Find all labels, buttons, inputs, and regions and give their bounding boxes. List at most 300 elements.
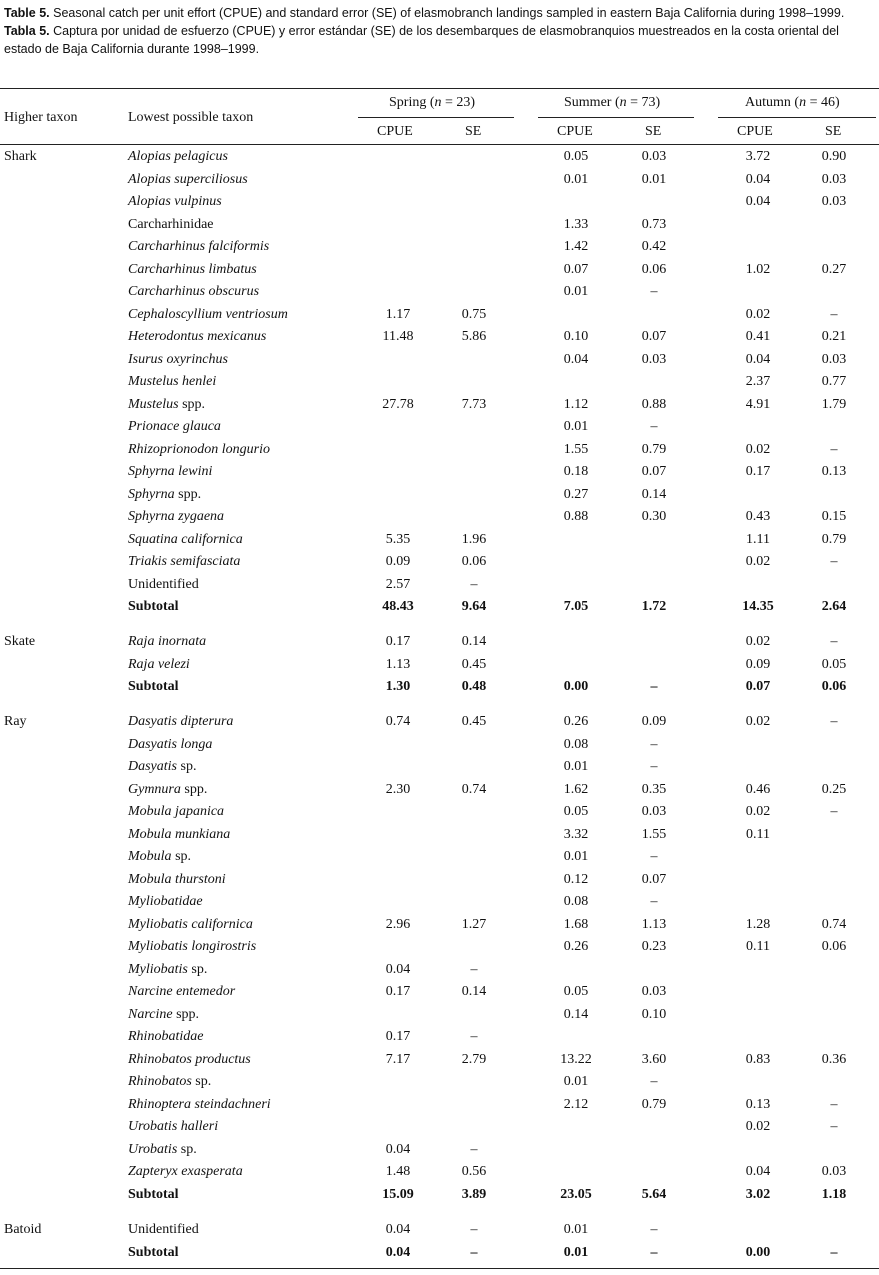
subtotal-row [0, 676, 879, 699]
spring-cpue-cell: 7.17 [385, 1051, 411, 1067]
taxon-name: Mustelus [128, 396, 179, 412]
spring-cpue-cell: 0.74 [385, 714, 411, 730]
summer-cpue-cell: 0.05 [563, 149, 589, 164]
autumn-se-cell: – [830, 554, 838, 569]
summer-cpue-cell: 0.08 [563, 894, 589, 910]
spring-cpue-cell: 5.35 [385, 531, 411, 547]
caption-spanish [4, 22, 874, 58]
taxon-name: Raja inornata [128, 634, 207, 650]
taxon-name: Prionace glauca [128, 419, 221, 434]
spring-se-cell: 0.45 [461, 656, 487, 672]
taxon-cell [128, 1049, 251, 1072]
spring-cpue-cell: 0.17 [385, 634, 411, 650]
summer-cpue-cell: 0.04 [563, 351, 589, 367]
spring-cpue-cell: 0.17 [385, 1029, 411, 1045]
summer-se-cell: – [650, 679, 658, 695]
taxon-name: Sphyrna zygaena [128, 509, 225, 524]
header-spring-n: n [434, 95, 442, 110]
autumn-se-cell: 0.15 [821, 509, 847, 524]
taxon-cell [128, 846, 191, 869]
taxon-cell [128, 1094, 271, 1117]
table-row [0, 846, 879, 869]
taxon-cell [128, 801, 224, 824]
autumn-se-cell: 0.27 [821, 261, 847, 277]
caption-spanish-label: Tabla 5. [4, 24, 50, 38]
table-row [0, 281, 879, 304]
autumn-se-cell: 0.06 [821, 679, 847, 695]
spring-cpue-cell: 1.30 [385, 679, 411, 695]
summer-se-cell: 0.88 [641, 396, 667, 412]
taxon-suffix: sp. [177, 759, 197, 775]
taxon-suffix: sp. [191, 1074, 212, 1090]
caption-spanish-text: Captura por unidad de esfuerzo (CPUE) y error estándar (SE) de los desembarques de elasmobranquios muestreados en la costa oriental del estado de Baja California durante 1998–1999. [4, 24, 839, 56]
table-row [0, 1026, 879, 1049]
summer-cpue-cell: 0.26 [563, 714, 589, 730]
table-row [0, 779, 879, 802]
table-row [0, 169, 879, 192]
taxon-cell [128, 1161, 243, 1184]
autumn-se-cell: – [830, 1096, 838, 1112]
autumn-se-cell: 2.64 [821, 599, 847, 614]
summer-se-cell: – [650, 284, 658, 299]
autumn-cpue-cell: 0.00 [745, 1244, 771, 1260]
taxon-name: Subtotal [128, 1186, 179, 1202]
taxon-name: Cephaloscyllium ventriosum [128, 306, 288, 322]
header-autumn-post: = 46) [806, 95, 840, 110]
taxon-name: Isurus oxyrinchus [128, 351, 228, 367]
taxon-cell [128, 654, 190, 677]
taxon-cell [128, 304, 288, 327]
autumn-cpue-cell: 0.41 [745, 329, 771, 344]
table-row [0, 1004, 879, 1027]
autumn-se-cell: 1.18 [821, 1186, 847, 1202]
table-row [0, 891, 879, 914]
summer-se-cell: 0.09 [641, 714, 667, 730]
spring-se-cell: 5.86 [461, 329, 487, 344]
spring-se-cell: 1.96 [461, 531, 487, 547]
taxon-name: Unidentified [128, 576, 199, 592]
summer-cpue-cell: 0.18 [563, 464, 589, 479]
summer-cpue-cell: 0.10 [563, 329, 589, 344]
summer-se-cell: 3.60 [641, 1051, 667, 1067]
summer-cpue-cell: 0.05 [563, 804, 589, 820]
taxon-cell [128, 439, 270, 462]
spring-se-cell: 0.14 [461, 634, 487, 650]
subtotal-row [0, 596, 879, 619]
table-row [0, 869, 879, 892]
taxon-name: Rhinobatos productus [128, 1051, 251, 1067]
summer-cpue-cell: 0.01 [563, 849, 589, 865]
autumn-cpue-cell: 4.91 [745, 396, 771, 412]
autumn-se-cell: – [830, 306, 838, 322]
autumn-se-cell: – [830, 441, 838, 457]
taxon-name: Urobatis [128, 1141, 178, 1157]
caption-english [4, 4, 874, 22]
summer-se-cell: 0.14 [641, 486, 667, 502]
table-row [0, 416, 879, 439]
taxon-cell [128, 1004, 199, 1027]
caption-english-text: Seasonal catch per unit effort (CPUE) and standard error (SE) of elasmobranch landings sampled in eastern Baja California during 1998–1999. [53, 6, 845, 20]
taxon-name: Rhinobatos [128, 1074, 192, 1090]
spring-se-cell: 0.06 [461, 554, 487, 569]
taxon-cell [128, 146, 228, 169]
taxon-cell [128, 259, 257, 282]
taxon-cell [128, 1139, 197, 1162]
summer-cpue-cell: 1.62 [563, 781, 589, 797]
autumn-se-cell: 0.79 [821, 531, 847, 547]
table-row [0, 484, 879, 507]
table-row [0, 631, 879, 654]
autumn-cpue-cell: 0.13 [745, 1096, 771, 1112]
autumn-cpue-cell: 1.28 [745, 916, 771, 932]
header-spring-cpue: CPUE [377, 124, 413, 139]
taxon-name: Narcine [128, 1006, 173, 1022]
taxon-cell [128, 936, 256, 959]
summer-cpue-cell: 3.32 [563, 826, 589, 842]
taxon-name: Myliobatis longirostris [128, 939, 257, 955]
autumn-cpue-cell: 3.02 [745, 1186, 771, 1202]
taxon-name: Carcharhinidae [128, 216, 214, 232]
higher-taxon-cell: Skate [4, 634, 36, 650]
summer-cpue-cell: 0.01 [563, 759, 589, 775]
spring-cpue-cell: 0.04 [385, 1244, 411, 1260]
autumn-cpue-cell: 0.02 [745, 554, 771, 569]
taxon-name: Mobula [128, 849, 172, 865]
summer-cpue-cell: 0.07 [563, 261, 589, 277]
table-row [0, 506, 879, 529]
header-higher-taxon: Higher taxon [4, 110, 78, 125]
autumn-se-cell: 0.77 [821, 374, 847, 389]
table-row [0, 529, 879, 552]
taxon-cell [128, 236, 269, 259]
taxon-cell [128, 281, 259, 304]
taxon-cell [128, 529, 243, 552]
table-row [0, 439, 879, 462]
spring-cpue-cell: 0.04 [385, 961, 411, 977]
summer-cpue-cell: 1.33 [563, 216, 589, 232]
taxon-name: Gymnura [128, 781, 181, 797]
taxon-name: Sphyrna [128, 486, 175, 502]
taxon-cell [128, 214, 214, 237]
spring-se-cell: – [470, 1222, 478, 1238]
taxon-cell [128, 371, 216, 394]
spring-cpue-cell: 1.17 [385, 306, 411, 322]
table-row [0, 824, 879, 847]
spring-se-cell: 0.45 [461, 714, 487, 730]
header-summer-cpue: CPUE [557, 124, 593, 139]
header-spring-se: SE [465, 124, 482, 139]
summer-se-cell: 0.23 [641, 939, 667, 955]
autumn-se-cell: – [830, 804, 838, 820]
spring-cpue-cell: 2.57 [385, 576, 411, 592]
autumn-cpue-cell: 3.72 [745, 149, 771, 164]
autumn-cpue-cell: 0.09 [745, 656, 771, 672]
spring-se-cell: 0.75 [461, 306, 487, 322]
taxon-cell [128, 711, 233, 734]
spring-cpue-cell: 11.48 [382, 329, 414, 344]
taxon-name: Carcharhinus limbatus [128, 261, 257, 277]
taxon-cell [128, 574, 199, 597]
autumn-se-cell: 0.03 [821, 351, 847, 367]
subtotal-row [0, 1242, 879, 1265]
taxon-cell [128, 959, 207, 982]
summer-cpue-cell: 0.00 [563, 679, 589, 695]
summer-se-cell: 0.06 [641, 261, 667, 277]
summer-se-cell: 0.07 [641, 871, 667, 887]
table-row [0, 1071, 879, 1094]
spring-cpue-cell: 1.48 [385, 1164, 411, 1180]
spring-se-cell: 1.27 [461, 916, 487, 932]
summer-cpue-cell: 0.26 [563, 939, 589, 955]
taxon-name: Rhinoptera steindachneri [128, 1096, 271, 1112]
table-row [0, 394, 879, 417]
taxon-cell [128, 349, 228, 372]
autumn-cpue-cell: 0.02 [745, 441, 771, 457]
taxon-name: Urobatis halleri [128, 1119, 219, 1135]
autumn-cpue-cell: 0.02 [745, 306, 771, 322]
autumn-cpue-cell: 0.17 [745, 464, 771, 479]
table-row [0, 146, 879, 169]
taxon-cell [128, 169, 248, 192]
taxon-cell [128, 1219, 199, 1242]
taxon-name: Subtotal [128, 679, 179, 695]
taxon-suffix: sp. [187, 961, 208, 977]
header-summer-n: n [619, 95, 627, 110]
taxon-name: Rhizoprionodon longurio [128, 441, 270, 457]
taxon-suffix: spp. [174, 486, 202, 502]
autumn-se-cell: 0.36 [821, 1051, 847, 1067]
taxon-cell [128, 506, 224, 529]
header-bottom-rule [0, 144, 879, 145]
autumn-cpue-cell: 0.02 [745, 804, 771, 820]
table-caption [4, 4, 874, 58]
spring-cpue-cell: 2.30 [385, 781, 411, 797]
summer-cpue-cell: 0.01 [563, 1244, 589, 1260]
summer-se-cell: 0.35 [641, 781, 667, 797]
summer-se-cell: – [650, 736, 658, 752]
taxon-suffix: spp. [180, 781, 208, 797]
spring-cpue-cell: 0.17 [385, 984, 411, 1000]
autumn-cpue-cell: 0.43 [745, 509, 771, 524]
autumn-cpue-cell: 0.02 [745, 634, 771, 650]
taxon-name: Alopias vulpinus [128, 194, 222, 209]
summer-se-cell: 0.03 [641, 984, 667, 1000]
taxon-cell [128, 484, 201, 507]
taxon-cell [128, 1116, 218, 1139]
autumn-se-cell: – [830, 714, 838, 730]
summer-cpue-cell: 13.22 [560, 1051, 592, 1067]
taxon-name: Carcharhinus falciformis [128, 239, 270, 254]
taxon-name: Unidentified [128, 1222, 199, 1238]
taxon-name: Myliobatis [128, 961, 188, 977]
spring-cpue-cell: 0.09 [385, 554, 411, 569]
higher-taxon-cell: Ray [4, 714, 27, 730]
autumn-se-cell: 0.03 [821, 1164, 847, 1180]
taxon-name: Narcine entemedor [128, 984, 236, 1000]
header-summer-post: = 73) [626, 95, 661, 110]
summer-se-cell: 0.30 [641, 509, 667, 524]
header-summer [564, 95, 660, 111]
summer-cpue-cell: 0.05 [563, 984, 589, 1000]
table-row [0, 1219, 879, 1242]
summer-cpue-cell: 0.01 [563, 1222, 589, 1238]
taxon-cell [128, 1071, 211, 1094]
taxon-cell [128, 1242, 179, 1265]
summer-cpue-cell: 7.05 [563, 599, 589, 614]
autumn-se-cell: 0.06 [821, 939, 847, 955]
taxon-name: Subtotal [128, 1244, 179, 1260]
autumn-cpue-cell: 0.11 [746, 939, 770, 955]
table-row [0, 1049, 879, 1072]
autumn-se-cell: – [830, 1244, 838, 1260]
taxon-name: Myliobatidae [128, 894, 203, 910]
spring-se-cell: 7.73 [461, 396, 487, 412]
summer-se-cell: 0.01 [641, 171, 667, 187]
summer-cpue-cell: 23.05 [560, 1186, 592, 1202]
taxon-cell [128, 914, 253, 937]
summer-cpue-cell: 0.88 [563, 509, 589, 524]
spring-cpue-cell: 48.43 [382, 599, 414, 614]
higher-taxon-cell: Shark [4, 149, 37, 164]
header-spring [389, 95, 475, 111]
summer-group-rule [538, 117, 694, 118]
summer-se-cell: – [650, 419, 658, 434]
spring-cpue-cell: 1.13 [385, 656, 411, 672]
spring-se-cell: 0.48 [461, 679, 487, 695]
spring-se-cell: – [470, 576, 478, 592]
autumn-group-rule [718, 117, 876, 118]
taxon-name: Dasyatis longa [128, 736, 213, 752]
taxon-cell [128, 891, 203, 914]
spring-group-rule [358, 117, 514, 118]
header-autumn-n: n [799, 95, 807, 110]
autumn-cpue-cell: 2.37 [745, 374, 771, 389]
summer-cpue-cell: 0.14 [563, 1006, 589, 1022]
taxon-name: Mobula japanica [128, 804, 225, 820]
autumn-cpue-cell: 0.46 [745, 781, 771, 797]
autumn-cpue-cell: 0.02 [745, 1119, 771, 1135]
table-row [0, 1116, 879, 1139]
taxon-name: Alopias superciliosus [128, 171, 248, 187]
spring-se-cell: – [470, 1141, 478, 1157]
taxon-cell [128, 631, 206, 654]
header-lowest-taxon: Lowest possible taxon [128, 110, 254, 125]
taxon-name: Triakis semifasciata [128, 554, 241, 569]
spring-se-cell: 3.89 [461, 1186, 487, 1202]
header-autumn [745, 95, 840, 111]
table-row [0, 711, 879, 734]
taxon-cell [128, 461, 212, 484]
table-bottom-rule [0, 1268, 879, 1269]
autumn-cpue-cell: 0.04 [745, 1164, 771, 1180]
taxon-name: Zapteryx exasperata [128, 1164, 243, 1180]
autumn-cpue-cell: 0.04 [745, 351, 771, 367]
autumn-se-cell: 0.74 [821, 916, 847, 932]
summer-se-cell: 1.55 [641, 826, 667, 842]
summer-se-cell: 5.64 [641, 1186, 667, 1202]
taxon-cell [128, 756, 196, 779]
spring-cpue-cell: 0.04 [385, 1141, 411, 1157]
taxon-cell [128, 1026, 203, 1049]
table-row [0, 574, 879, 597]
table-row [0, 371, 879, 394]
spring-se-cell: 2.79 [461, 1051, 487, 1067]
table-row [0, 756, 879, 779]
summer-se-cell: 1.72 [641, 599, 667, 614]
autumn-se-cell: 0.21 [821, 329, 847, 344]
summer-se-cell: 0.03 [641, 149, 667, 164]
taxon-cell [128, 824, 230, 847]
taxon-cell [128, 416, 221, 439]
taxon-name: Rhinobatidae [128, 1029, 204, 1045]
autumn-cpue-cell: 0.02 [745, 714, 771, 730]
autumn-se-cell: 0.90 [821, 149, 847, 164]
table-row [0, 914, 879, 937]
taxon-cell [128, 676, 179, 699]
table-row [0, 1139, 879, 1162]
taxon-suffix: sp. [171, 849, 192, 865]
header-autumn-cpue: CPUE [737, 124, 773, 139]
table-row [0, 259, 879, 282]
summer-se-cell: 0.03 [641, 351, 667, 367]
taxon-cell [128, 981, 235, 1004]
spring-se-cell: – [470, 1029, 478, 1045]
summer-cpue-cell: 1.55 [563, 441, 589, 457]
table-top-rule [0, 88, 879, 89]
summer-se-cell: 0.03 [641, 804, 667, 820]
higher-taxon-cell: Batoid [4, 1222, 42, 1238]
table-row [0, 236, 879, 259]
taxon-name: Sphyrna lewini [128, 464, 213, 479]
autumn-se-cell: 1.79 [821, 396, 847, 412]
taxon-name: Dasyatis dipterura [128, 714, 234, 730]
summer-se-cell: 0.07 [641, 329, 667, 344]
autumn-se-cell: 0.03 [821, 194, 847, 209]
spring-se-cell: – [470, 961, 478, 977]
autumn-cpue-cell: 1.02 [745, 261, 771, 277]
subtotal-row [0, 1184, 879, 1207]
header-autumn-pre: Autumn ( [745, 95, 800, 110]
header-summer-se: SE [645, 124, 662, 139]
taxon-cell [128, 394, 205, 417]
spring-se-cell: 0.56 [461, 1164, 487, 1180]
taxon-cell [128, 869, 226, 892]
header-autumn-se: SE [825, 124, 842, 139]
table-row [0, 326, 879, 349]
spring-se-cell: 0.14 [461, 984, 487, 1000]
table-row [0, 191, 879, 214]
summer-se-cell: 0.79 [641, 441, 667, 457]
autumn-se-cell: 0.25 [821, 781, 847, 797]
header-spring-pre: Spring ( [389, 95, 435, 110]
table-row [0, 551, 879, 574]
taxon-name: Myliobatis californica [128, 916, 253, 932]
spring-cpue-cell: 2.96 [385, 916, 411, 932]
spring-cpue-cell: 0.04 [385, 1222, 411, 1238]
taxon-name: Carcharhinus obscurus [128, 284, 260, 299]
table-row [0, 1094, 879, 1117]
taxon-name: Mustelus henlei [128, 374, 217, 389]
autumn-se-cell: 0.13 [821, 464, 847, 479]
header-spring-post: = 23) [441, 95, 476, 110]
autumn-cpue-cell: 14.35 [742, 599, 774, 614]
autumn-se-cell: – [830, 1119, 838, 1135]
table-body [0, 146, 879, 1264]
summer-cpue-cell: 0.01 [563, 284, 589, 299]
summer-se-cell: 0.73 [641, 216, 667, 232]
summer-se-cell: – [650, 1074, 658, 1090]
taxon-cell [128, 326, 266, 349]
